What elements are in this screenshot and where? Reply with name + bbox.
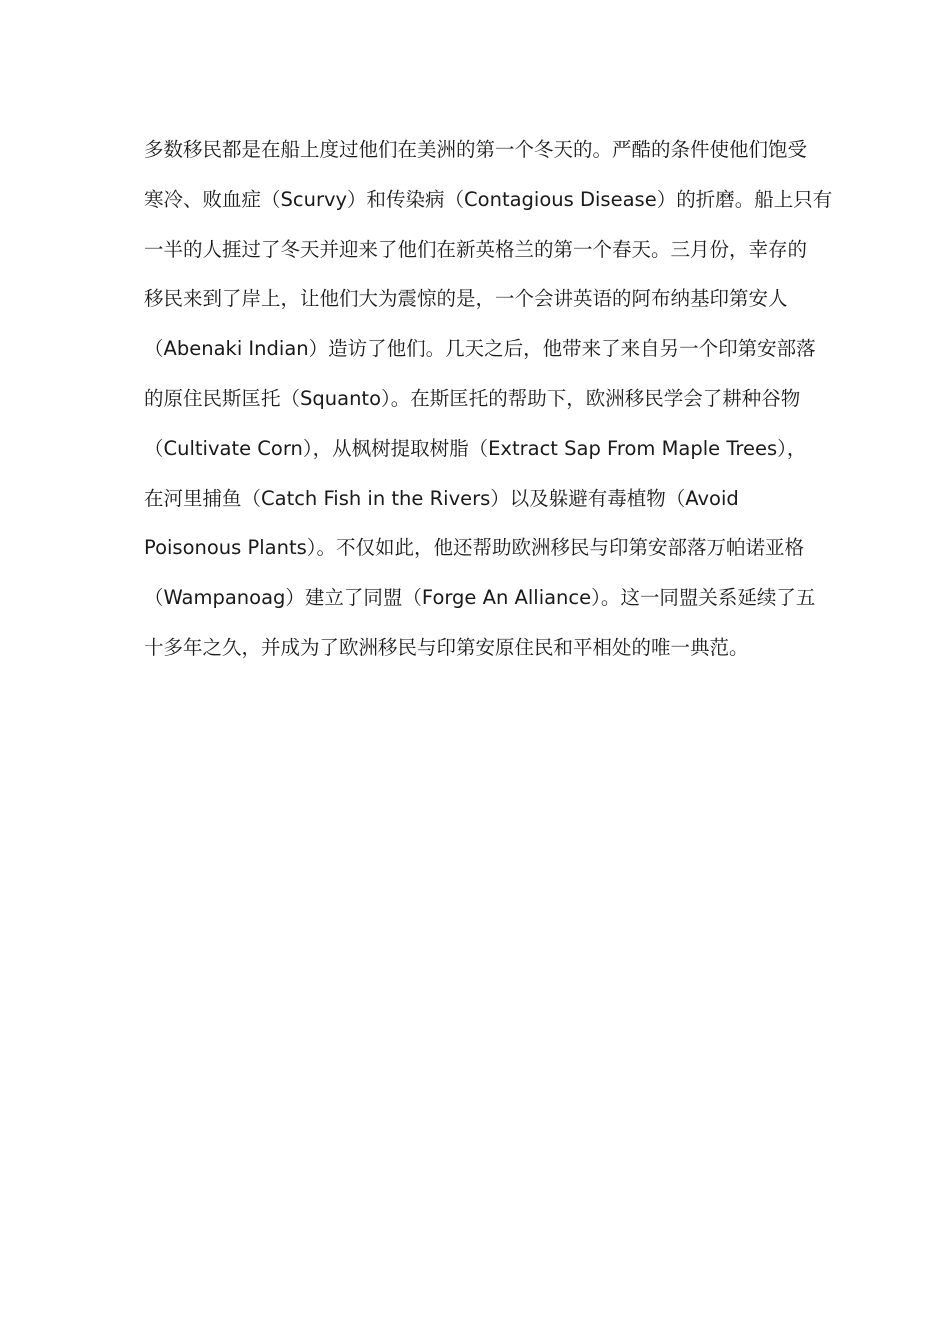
paragraph-line-2: 寒冷、败血症（Scurvy）和传染病（Contagious Disease）的折磨。船上只有 — [144, 187, 833, 211]
paragraph-line-10: （Wampanoag）建立了同盟（Forge An Alliance）。这一同盟关系延续了五 — [144, 586, 816, 610]
paragraph-line-7: （Cultivate Corn），从枫树提取树脂（Extract Sap From Maple Trees）， — [144, 436, 807, 460]
paragraph-line-1: 多数移民都是在船上度过他们在美洲的第一个冬天的。严酷的条件使他们饱受 — [144, 138, 808, 161]
paragraph-line-9: Poisonous Plants）。不仅如此，他还帮助欧洲移民与印第安部落万帕诺亚格 — [144, 536, 805, 560]
paragraph-line-4: 移民来到了岸上，让他们大为震惊的是，一个会讲英语的阿布纳基印第安人 — [144, 287, 788, 311]
paragraph-line-6: 的原住民斯匡托（Squanto）。在斯匡托的帮助下，欧洲移民学会了耕种谷物 — [144, 386, 801, 410]
paragraph-line-11: 十多年之久，并成为了欧洲移民与印第安原住民和平相处的唯一典范。 — [144, 635, 749, 659]
paragraph-line-5: （Abenaki Indian）造访了他们。几天之后，他带来了来自另一个印第安部落 — [144, 337, 816, 361]
paragraph-line-8: 在河里捕鱼（Catch Fish in the Rivers）以及躲避有毒植物（Avoid — [144, 486, 739, 510]
paragraph-line-3: 一半的人捱过了冬天并迎来了他们在新英格兰的第一个春天。三月份，幸存的 — [144, 237, 808, 261]
body-paragraph — [144, 125, 833, 673]
